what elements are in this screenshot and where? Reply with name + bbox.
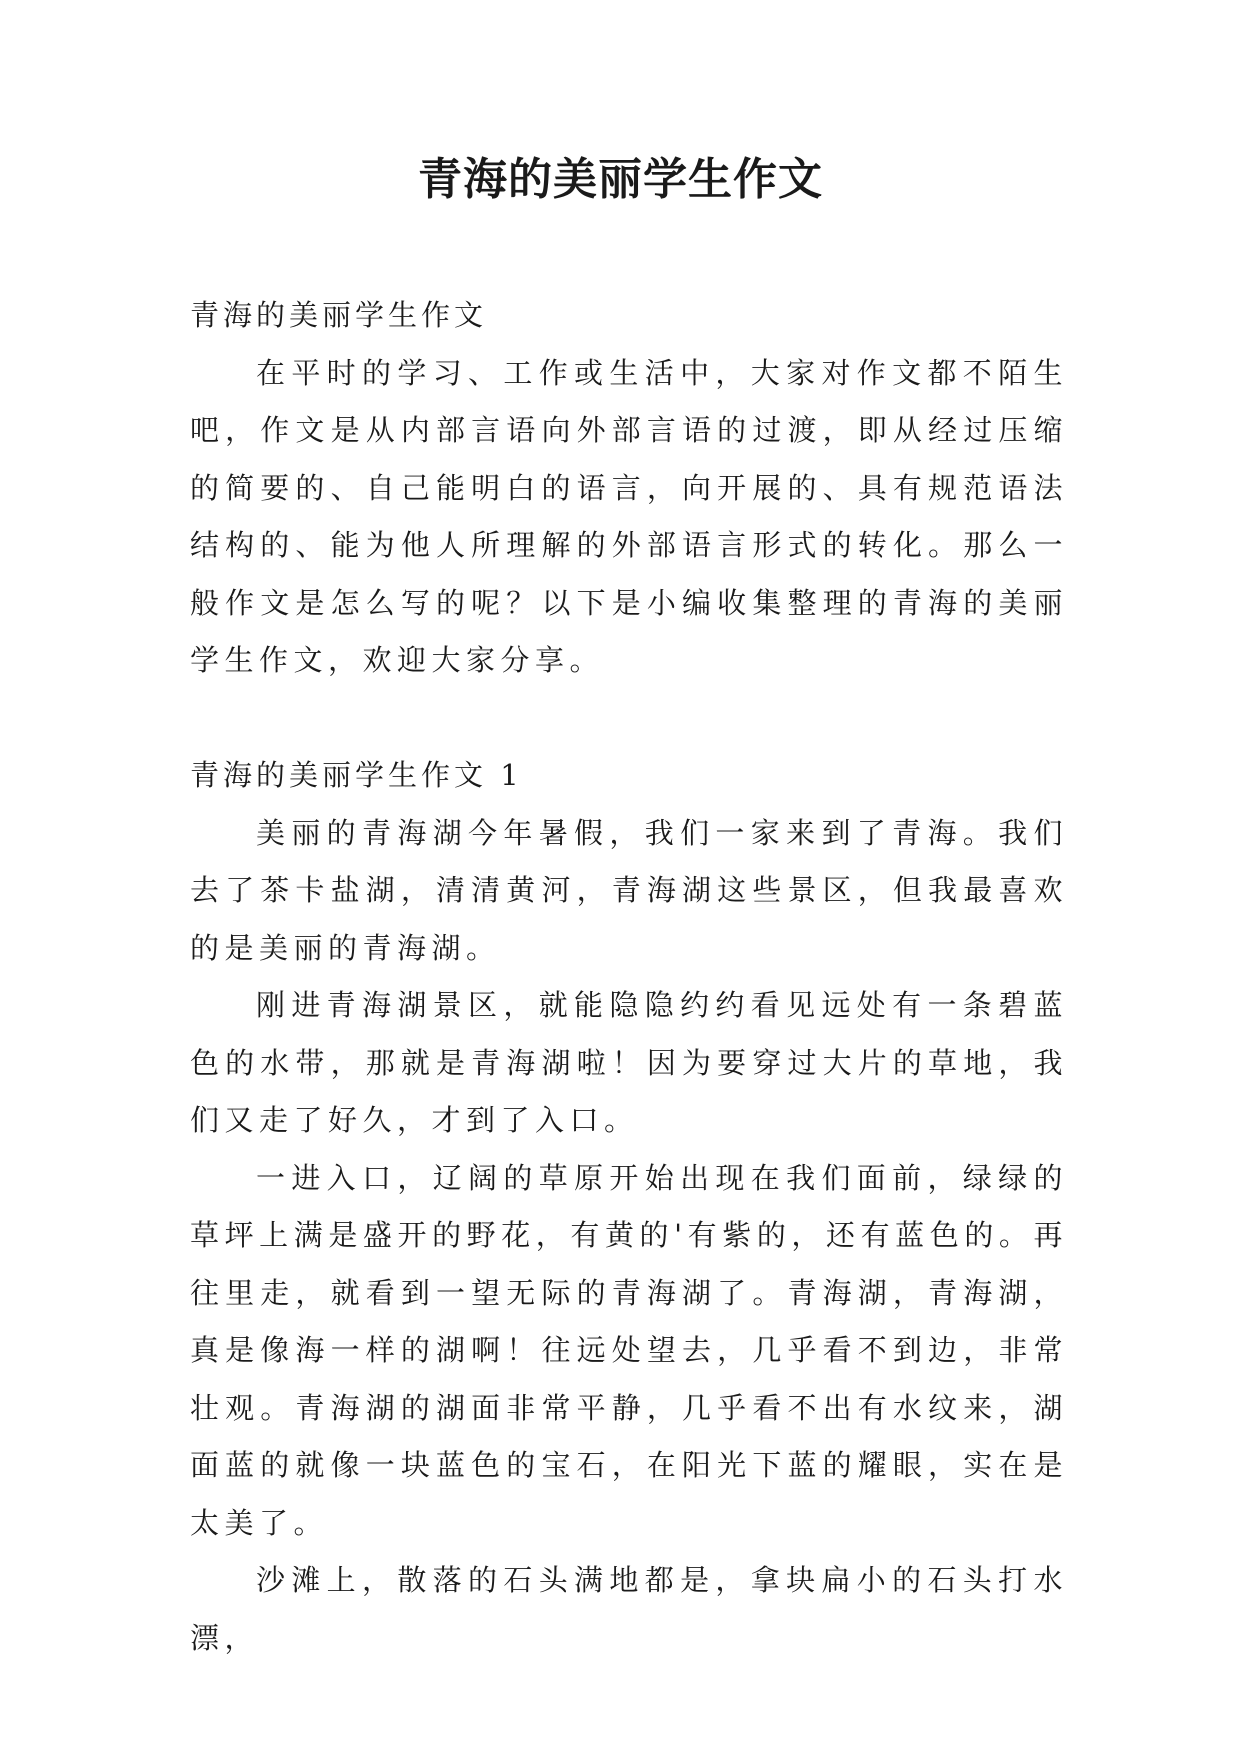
body-paragraph: 沙滩上，散落的石头满地都是，拿块扁小的石头打水漂， [190,1563,1068,1655]
body-paragraph: 美丽的青海湖今年暑假，我们一家来到了青海。我们去了茶卡盐湖，清清黄河，青海湖这些景区，但我最喜欢的是美丽的青海湖。 [190,815,1068,965]
intro-paragraph: 在平时的学习、工作或生活中，大家对作文都不陌生吧，作文是从内部言语向外部言语的过渡，即从经过压缩的简要的、自己能明白的语言，向开展的、具有规范语法结构的、能为他人所理解的外部语言形式的转化。那么一般作文是怎么写的呢？以下是小编收集整理的青海的美丽学生作文，欢迎大家分享。 [190,355,1068,677]
body-paragraph: 刚进青海湖景区，就能隐隐约约看见远处有一条碧蓝色的水带，那就是青海湖啦！因为要穿过大片的草地，我们又走了好久，才到了入口。 [190,988,1068,1137]
document-body [190,287,1068,1667]
section-heading: 青海的美丽学生作文 1 [190,758,523,792]
body-paragraph: 一进入口，辽阔的草原开始出现在我们面前，绿绿的草坪上满是盛开的野花，有黄的'有紫的，还有蓝色的。再往里走，就看到一望无际的青海湖了。青海湖，青海湖，真是像海一样的湖啊！往远处望去，几乎看不到边，非常壮观。青海湖的湖面非常平静，几乎看不出有水纹来，湖面蓝的就像一块蓝色的宝石，在阳光下蓝的耀眼，实在是太美了。 [190,1160,1068,1540]
intro-heading: 青海的美丽学生作文 [190,298,488,332]
section-spacer [190,690,1068,748]
document-title: 青海的美丽学生作文 [418,154,823,205]
